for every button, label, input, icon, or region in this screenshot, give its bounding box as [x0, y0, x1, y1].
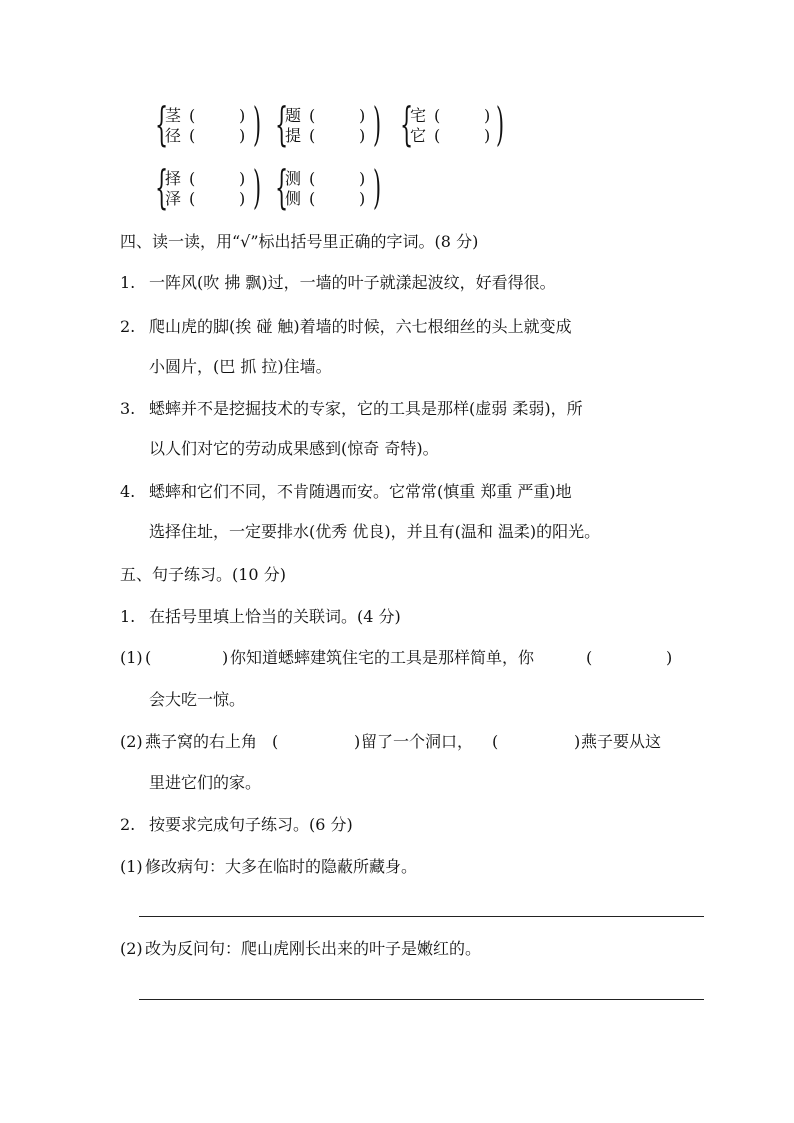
char-pair-group	[155, 160, 265, 215]
question-text: 蟋蟀和它们不同，不肯随遇而安。它常常(慎重 郑重 严重)地	[149, 482, 572, 501]
char-pair-group	[275, 160, 385, 215]
sub-question-number: (2)	[120, 939, 143, 958]
left-brace: {	[155, 160, 169, 214]
char-pair-group	[275, 97, 385, 152]
sub-question-number: (1)	[120, 857, 143, 876]
char-bottom: 泽	[165, 189, 182, 208]
sentence-text: 燕子要从这	[581, 732, 662, 751]
paren-close: )	[359, 169, 366, 188]
paren-open: (	[309, 126, 316, 145]
right-bracket: )	[373, 97, 382, 151]
question-text-continued: 以人们对它的劳动成果感到(惊奇 奇特)。	[149, 439, 439, 458]
paren-close: )	[239, 126, 246, 145]
paren-open: (	[189, 189, 196, 208]
paren-open: (	[272, 732, 279, 751]
answer-blank[interactable]	[505, 732, 571, 752]
paren-close: )	[574, 732, 581, 751]
char-bottom: 径	[165, 126, 182, 145]
paren-close: )	[239, 169, 246, 188]
question-text-continued: 小圆片，(巴 抓 拉)住墙。	[149, 357, 332, 376]
paren-close: )	[359, 106, 366, 125]
question-text: 蟋蟀并不是挖掘技术的专家，它的工具是那样(虚弱 柔弱)，所	[149, 399, 583, 418]
left-brace: {	[275, 97, 289, 151]
question-number: 2.	[120, 317, 136, 336]
answer-line[interactable]	[139, 916, 704, 917]
paren-open: (	[586, 648, 593, 667]
question-text: 一阵风(吹 拂 飘)过，一墙的叶子就漾起波纹，好看得很。	[149, 273, 556, 292]
sub-question-number: (2)	[120, 732, 143, 751]
question-text: 在括号里填上恰当的关联词。(4 分)	[149, 607, 401, 626]
paren-open: (	[492, 732, 499, 751]
section-5-heading: 五、句子练习。(10 分)	[120, 565, 286, 584]
sub-question-text: 改为反问句：爬山虎刚长出来的叶子是嫩红的。	[145, 939, 482, 958]
paren-close: )	[354, 732, 361, 751]
char-top: 茎	[165, 106, 182, 125]
question-text: 按要求完成句子练习。(6 分)	[149, 815, 353, 834]
char-top: 测	[285, 169, 302, 188]
paren-open: (	[189, 106, 196, 125]
question-number: 3.	[120, 399, 136, 418]
paren-close: )	[239, 106, 246, 125]
sub-question-number: (1)	[120, 648, 143, 667]
question-number: 1.	[120, 273, 136, 292]
paren-open: (	[189, 169, 196, 188]
question-text-continued: 选择住址，一定要排水(优秀 优良)，并且有(温和 温柔)的阳光。	[149, 522, 601, 541]
char-pair-group	[155, 97, 265, 152]
paren-open: (	[309, 189, 316, 208]
answer-blank[interactable]	[285, 732, 351, 752]
paren-close: )	[666, 648, 673, 667]
section-4-heading: 四、读一读，用“√”标出括号里正确的字词。(8 分)	[120, 232, 479, 251]
paren-open: (	[434, 126, 441, 145]
sentence-text-continued: 里进它们的家。	[149, 773, 262, 792]
left-brace: {	[400, 97, 414, 151]
char-bottom: 侧	[285, 189, 302, 208]
paren-open: (	[189, 126, 196, 145]
char-bottom: 它	[410, 126, 427, 145]
right-bracket: )	[496, 97, 505, 151]
sentence-text: 留了一个洞口，	[361, 732, 474, 751]
char-top: 宅	[410, 106, 427, 125]
paren-open: (	[309, 106, 316, 125]
paren-open: (	[309, 169, 316, 188]
right-bracket: )	[253, 160, 262, 214]
right-bracket: )	[253, 97, 262, 151]
question-number: 1.	[120, 607, 136, 626]
left-brace: {	[155, 97, 169, 151]
sentence-text-continued: 会大吃一惊。	[149, 690, 246, 709]
answer-blank[interactable]	[598, 648, 664, 668]
question-text: 爬山虎的脚(挨 碰 触)着墙的时候，六七根细丝的头上就变成	[149, 317, 572, 336]
paren-close: )	[359, 189, 366, 208]
sentence-text: 燕子窝的右上角	[145, 732, 258, 751]
question-number: 2.	[120, 815, 136, 834]
paren-close: )	[239, 189, 246, 208]
paren-open: (	[434, 106, 441, 125]
sub-question-text: 修改病句：大多在临时的隐蔽所藏身。	[145, 857, 418, 876]
paren-close: )	[222, 648, 229, 667]
paren-open: (	[145, 648, 152, 667]
char-pair-group	[400, 97, 510, 152]
left-brace: {	[275, 160, 289, 214]
question-number: 4.	[120, 482, 136, 501]
sentence-text: 你知道蟋蟀建筑住宅的工具是那样简单，你	[230, 648, 535, 667]
paren-close: )	[484, 126, 491, 145]
right-bracket: )	[373, 160, 382, 214]
char-top: 题	[285, 106, 302, 125]
paren-close: )	[359, 126, 366, 145]
paren-close: )	[484, 106, 491, 125]
char-top: 择	[165, 169, 182, 188]
char-bottom: 提	[285, 126, 302, 145]
answer-line[interactable]	[139, 999, 704, 1000]
answer-blank[interactable]	[158, 648, 220, 668]
